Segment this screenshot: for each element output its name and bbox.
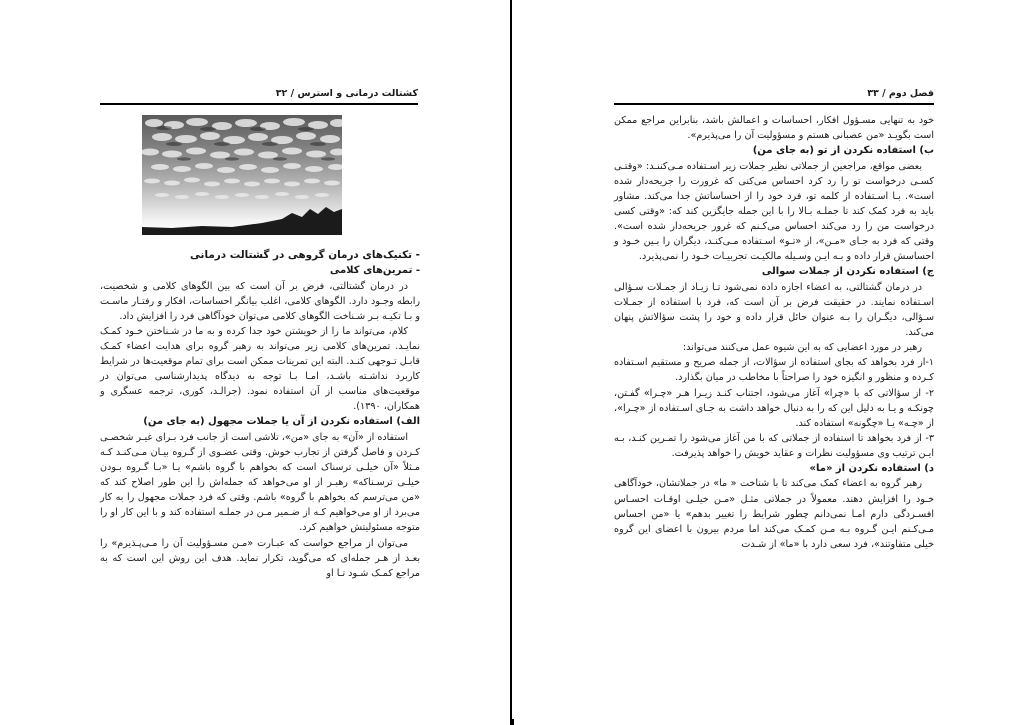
paragraph: رهبر در مورد اعضایی که به این شیوه عمل می‌کنند می‌تواند: <box>682 342 922 354</box>
heading-dal: د) استفاده نکردن از «ما» <box>809 462 934 474</box>
right-header-text: فصل دوم / ۳۳ <box>867 88 934 99</box>
left-text-column <box>100 247 420 581</box>
right-running-header <box>614 87 934 105</box>
right-page <box>514 0 1020 725</box>
list-item: ۱-از فرد بخواهد که بجای استفاده از سؤالات، از جمله صریح و مستقیم اسـتفاده کـرده و منظور و انگیزه خود را صراحتاً با مخاطب در میان بگذارد. <box>614 357 934 384</box>
cloudscape-graphic <box>142 115 342 235</box>
subsection-heading: - تمرین‌های کلامی <box>329 265 420 276</box>
heading-alef: الف) استفاده نکردن از آن یا جملات مجهول (به جای من) <box>143 416 420 428</box>
paragraph: کلام، می‌تواند ما را از خویشتن خود جدا کرده و به ما در شـناختن خـود کمـک نمایـد. تمرین‌های کلامی زیر می‌تواند به رهبر گروه برای هدایت اعضاء کمـک قابـل تـوجهی کنـد. البته این تمرینات ممکن است برای تمام موقعیت‌ها در شرایط کاربرد نداشـته باشـد، امـا بـا توجه به دیدگاه پدیدارشناسی می‌توان در موقعیت‌های مناسب از آن استفاده نمود. (جرالـد، کوری، ترجمه عسگری و همکاران، ۱۳۹۰). <box>100 325 420 413</box>
paragraph: استفاده از «آن» به جای «من»، تلاشی است از جانب فرد بـرای غیـر شخصـی کـردن و فاصل گرفتن از تجارب خوش. وقتی عضـوی از گـروه بیـان مـی‌کنـد کـه مـثلاً «آن خیلـی ترسناک است که بخواهم با گروه باشم» یـا «بـا گـروه بـودن خیلـی ترسـناکه» رهبـر از او می‌خواهد که جمله‌اش را این طور اصلاح کند که «من می‌ترسم که بخواهم با گروه» باشم. وقتی که فرد جملات مجهول را به کار می‌برد از او می‌خواهیم کـه از ضـمیر مـن در جملـه استفاده کند و با این کار او را متوجه مسئولیتش خواهیم کرد. <box>100 431 420 534</box>
heading-be: ب) استفاده نکردن از تو (به جای من) <box>752 145 934 157</box>
paragraph: در درمان گشتالتی، به اعضاء اجازه داده نمی‌شود تـا زیـاد از جمـلات سـؤالی اسـتفاده نمایند. در حقیقت فرض بر آن است که، فرد با استفاده از جمـلات سـؤالی، دیگـران را بـه عنوان حائل قرار داده و خود را پشت سؤالاتش پنهان می‌کند. <box>614 281 934 339</box>
paragraph: خود به تنهایی مسـؤول افکار، احساسات و اعمالش باشد، بنابراین مراجع ممکن است بگویـد «من عصبانی هستم و مسؤولیت آن را می‌پذیرم». <box>614 115 934 142</box>
paragraph: بعضی مواقع، مراجعین از جملاتی نظیر جملات زیر اسـتفاده مـی‌کننـد: «وقتـی کسـی درخواست تو را رد کرد احساس می‌کنی که غرورت را جریحه‌دار شده است». بـا اسـتفاده از کلمه تو، فرد خود را از احساساتش جدا می‌کند. مشاور باید به فرد کمک کند تا جملـه بـالا را با این جمله جایگزین کند که: «وقتی کسی درخواست من را رد می‌کند احساس می‌کـنم که غرور جریحه‌دار شده است». وقتی که فرد به جـای «مـن»، از «تـو» اسـتفاده مـی‌کنـد، دیگران را بـین خـود و احساسش قرار داده و بـه ایـن وسـیله مالکیـت تجربیـات خـود را نمی‌پذیرد. <box>614 160 934 263</box>
section-heading: - تکنیک‌های درمان گروهی در گشتالت درمانی <box>190 249 420 261</box>
paragraph: می‌توان از مراجع خواست که عبـارت «مـن مسـؤولیت آن را مـی‌پـذیرم» را بعـد از هـر جمله‌ای که می‌گوید، تکرار نماید. هدف این روش این است که به مراجع کمـک شـود تـا او <box>100 537 420 579</box>
cloudscape-photo <box>142 115 342 235</box>
list-item: ۲- از سؤالاتی که با «چرا» آغاز می‌شود، اجتناب کنـد زیـرا هـر «چـرا» گفـتن، چونکـه و یـا به دلیل این که را به دنبال خواهد داشت به جـای اسـتفاده از «چـرا»، از «چـه» یـا «چگونه» استفاده کند. <box>614 387 934 429</box>
left-running-header <box>100 87 418 105</box>
right-text-column <box>614 113 934 552</box>
paragraph: در درمان گشتالتی، فرض بر آن است که بین الگوهای کلامی و شخصیت، رابطه وجـود دارد. الگوهای کلامی، اغلب بیانگر احساسات، افکار و رفتـار ماسـت و بـا تکیـه بـر شـناخت الگوهای کلامی می‌توان خودآگاهی فرد را افزایش داد. <box>100 280 420 322</box>
paragraph: رهبر گروه به اعضاء کمک می‌کند تا با شناخت « ما» در جملاتشان، خودآگاهی خـود را افزایش دهند. معمولاً در جملاتی مثـل «مـن خیلـی اوقـات احسـاس افسـردگی دارم امـا نمی‌دانم چطور شرایط را تغییر بدهم» یا «من احساس مـی‌کـنم ایـن گـروه بـه مـن کمـک می‌کند اما مردم بیرون با اعضای این گروه خیلی متفاوتند»، فرد سعی دارد با «ما» از شـدت <box>614 478 934 550</box>
heading-jim: ج) استفاده نکردن از جملات سوالی <box>761 266 934 278</box>
list-item: ۳- از فرد بخواهد تا استفاده از جملاتی که با من آغاز می‌شود را تمـرین کنـد، بـه ایـن ترتیب وی مسؤولیت نظرات و عقاید خویش را خواهد پذیرفت. <box>614 432 934 459</box>
left-header-text: ۳۲ / کشتالت درمانی و استرس <box>275 88 418 99</box>
